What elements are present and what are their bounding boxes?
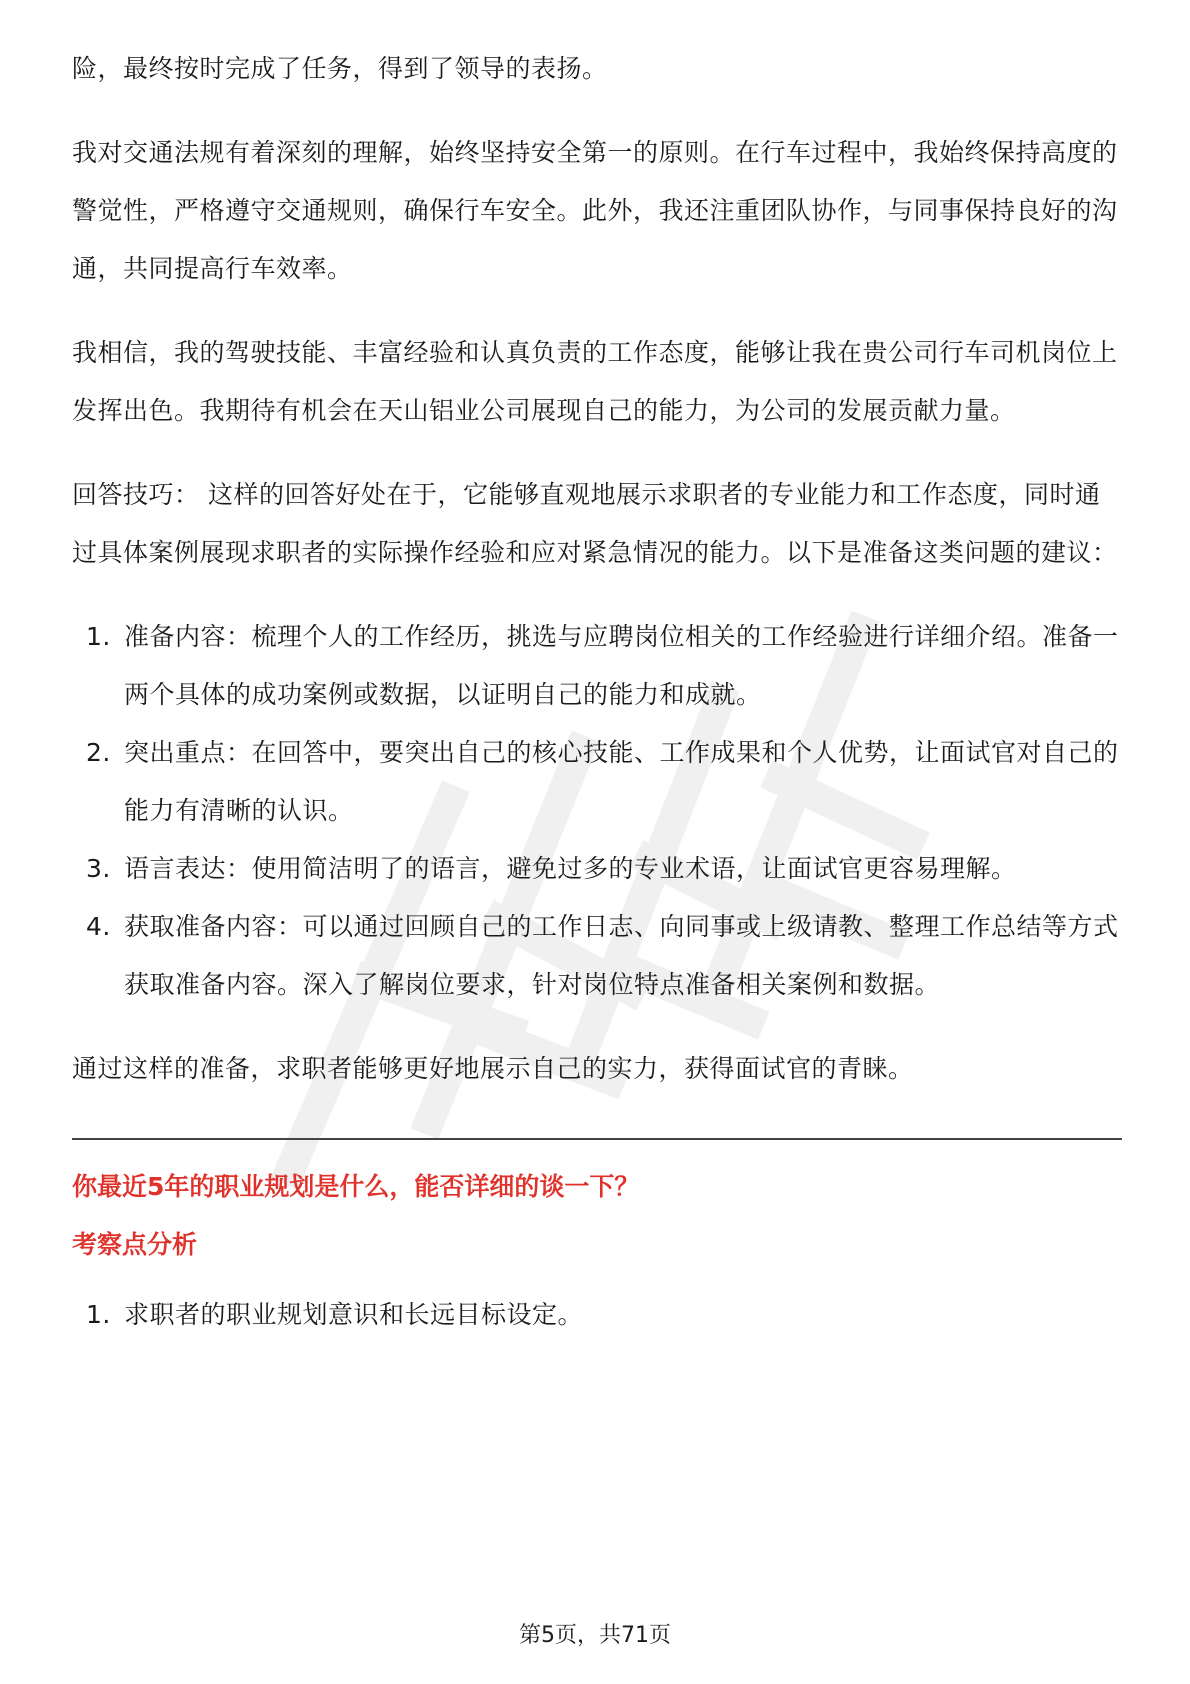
list-item-number: 1. (86, 622, 111, 651)
list-item (72, 840, 1122, 898)
paragraph-continuation: 险，最终按时完成了任务，得到了领导的表扬。 (72, 54, 608, 83)
list-item-text: 突出重点：在回答中，要突出自己的核心技能、工作成果和个人优势，让面试官对自己的能力有清晰的认识。 (124, 738, 1119, 825)
list-item-number: 1. (86, 1300, 111, 1329)
list-item (72, 724, 1122, 840)
list-item-number: 4. (86, 912, 111, 941)
analysis-heading: 考察点分析 (72, 1230, 198, 1259)
section-divider (72, 1138, 1122, 1140)
list-item-text: 准备内容：梳理个人的工作经历，挑选与应聘岗位相关的工作经验进行详细介绍。准备一两个具体的成功案例或数据，以证明自己的能力和成就。 (124, 622, 1119, 709)
list-item (72, 1286, 1122, 1344)
list-item (72, 608, 1122, 724)
page-content (72, 40, 1122, 1370)
list-item-number: 2. (86, 738, 111, 767)
paragraph-traffic-rules: 我对交通法规有着深刻的理解，始终坚持安全第一的原则。在行车过程中，我始终保持高度的警觉性，严格遵守交通规则，确保行车安全。此外，我还注重团队协作，与同事保持良好的沟通，共同提高行车效率。 (72, 138, 1118, 283)
closing-paragraph: 通过这样的准备，求职者能够更好地展示自己的实力，获得面试官的青睐。 (72, 1054, 914, 1083)
list-item-text: 语言表达：使用简洁明了的语言，避免过多的专业术语，让面试官更容易理解。 (124, 854, 1017, 883)
tips-list (72, 608, 1122, 1014)
question-heading: 你最近5年的职业规划是什么，能否详细的谈一下？ (72, 1172, 640, 1201)
list-item-text: 获取准备内容：可以通过回顾自己的工作日志、向同事或上级请教、整理工作总结等方式获取准备内容。深入了解岗位要求，针对岗位特点准备相关案例和数据。 (124, 912, 1119, 999)
list-item-number: 3. (86, 854, 111, 883)
paragraph-answer-tips: 回答技巧： 这样的回答好处在于，它能够直观地展示求职者的专业能力和工作态度，同时通过具体案例展现求职者的实际操作经验和应对紧急情况的能力。以下是准备这类问题的建议： (72, 480, 1118, 567)
page-number-footer: 第5页，共71页 (519, 1623, 671, 1648)
paragraph-conclusion: 我相信，我的驾驶技能、丰富经验和认真负责的工作态度，能够让我在贵公司行车司机岗位上发挥出色。我期待有机会在天山铝业公司展现自己的能力，为公司的发展贡献力量。 (72, 338, 1118, 425)
analysis-list (72, 1286, 1122, 1344)
list-item-text: 求职者的职业规划意识和长远目标设定。 (124, 1300, 584, 1329)
list-item (72, 898, 1122, 1014)
